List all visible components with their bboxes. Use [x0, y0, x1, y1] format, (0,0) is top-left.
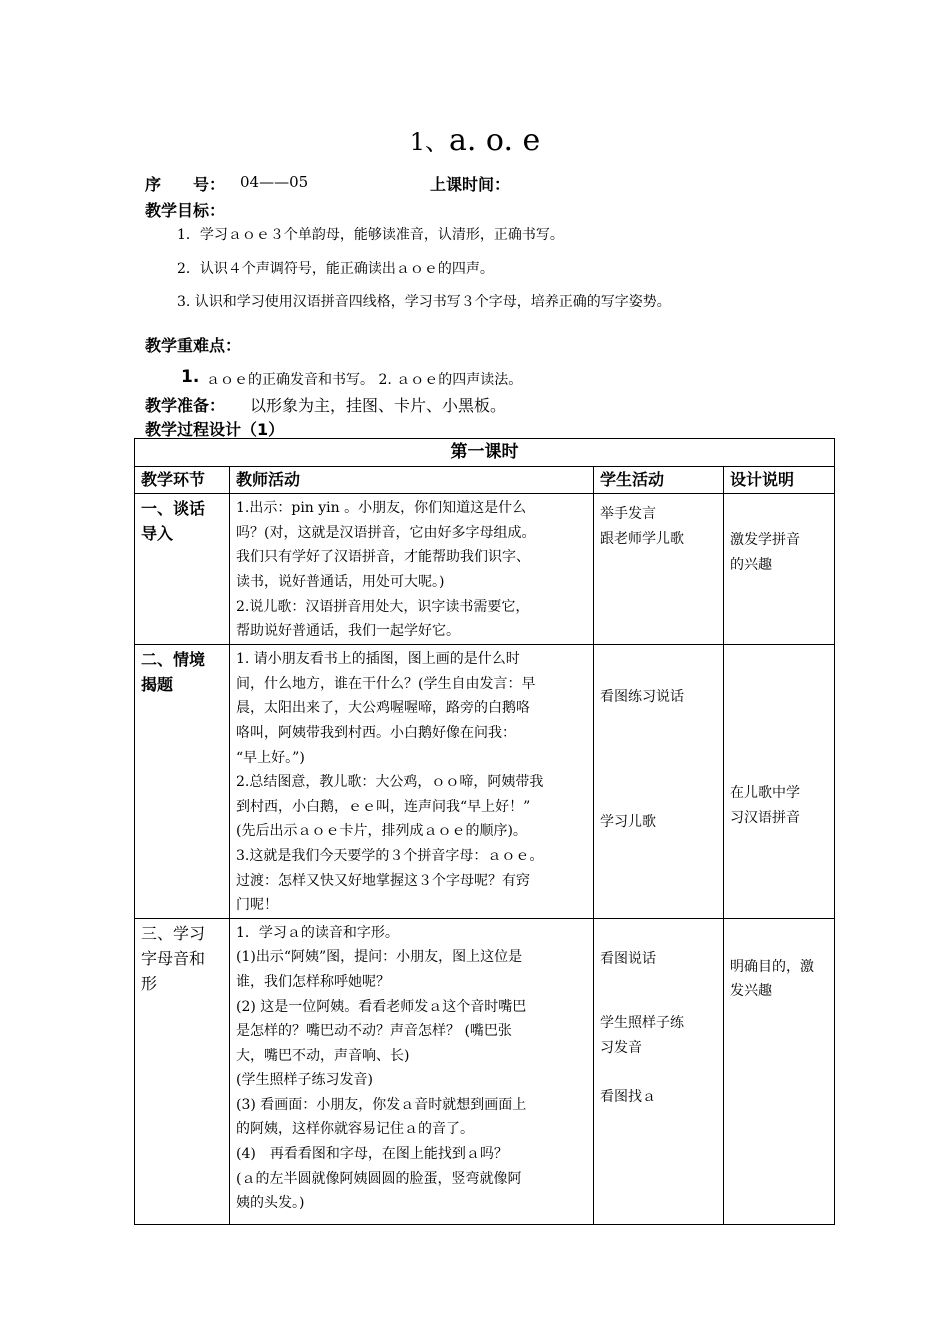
design-note-cell: 明确目的，激 发兴趣	[724, 918, 835, 1224]
lesson-table	[134, 438, 835, 1225]
table-row	[135, 494, 835, 645]
serial-label: 序 号：	[145, 175, 226, 194]
header-stage: 教学环节	[135, 466, 230, 494]
lesson-period-title: 第一课时	[135, 439, 835, 467]
table-row	[135, 918, 835, 1224]
preparation-heading: 教学准备：	[145, 396, 226, 415]
teacher-activity-cell: 1．学习ａ的读音和字形。 (1)出示“阿姨”图，提问：小朋友，图上这位是 谁，我们怎样称呼她呢？ (2) 这是一位阿姨。看看老师发ａ这个音时嘴巴 是怎样的？嘴巴动不动？声音怎样？ (嘴巴张 大，嘴巴不动，声音响、长) (学生照样子练习发音) (3) 看画面：小朋友，你发ａ音时就想到画面上 的阿姨，这样你就容易记住ａ的音了。 (4) 再看看图和字母，在图上能找到ａ吗？ (ａ的左半圆就像阿姨圆圆的脸蛋，竖弯就像阿 姨的头发。)	[230, 918, 594, 1224]
objective-item: 1．学习ａｏｅ３个单韵母，能够读准音，认清形，正确书写。	[177, 227, 564, 243]
design-note-cell: 激发学拼音 的兴趣	[724, 494, 835, 645]
table-row	[135, 645, 835, 919]
objective-item: 3. 认识和学习使用汉语拼音四线格，学习书写３个字母，培养正确的写字姿势。	[177, 294, 671, 310]
stage-cell: 二、情境 揭题	[135, 645, 230, 919]
student-activity-cell: 看图说话 学生照样子练 习发音 看图找ａ	[594, 918, 724, 1224]
design-note-cell: 在儿歌中学 习汉语拼音	[724, 645, 835, 919]
preparation-text: 以形象为主，挂图、卡片、小黑板。	[250, 396, 507, 415]
title-letters: a. o. e	[448, 123, 541, 158]
teacher-activity-cell: 1. 请小朋友看书上的插图，图上画的是什么时 间，什么地方，谁在干什么？(学生自由发言：早 晨，太阳出来了，大公鸡喔喔啼，路旁的白鹅咯 咯叫，阿姨带我到村西。小白鹅好像在问我： “早上好。”) 2.总结图意，教儿歌：大公鸡，ｏｏ啼，阿姨带我 到村西，小白鹅，ｅｅ叫，连声问我“早上好！” (先后出示ａｏｅ卡片，排列成ａｏｅ的顺序)。 3.这就是我们今天要学的３个拼音字母：ａｏｅ。 过渡：怎样又快又好地掌握这３个字母呢？有窍 门呢！	[230, 645, 594, 919]
student-activity-cell: 举手发言 跟老师学儿歌	[594, 494, 724, 645]
objectives-heading: 教学目标：	[145, 201, 226, 220]
stage-cell: 一、谈话 导入	[135, 494, 230, 645]
key-points-number: 1.	[181, 367, 200, 387]
header-student: 学生活动	[594, 466, 724, 494]
key-points-heading: 教学重难点：	[145, 336, 242, 355]
page-title	[0, 122, 950, 158]
header-note: 设计说明	[724, 466, 835, 494]
key-points-text: ａｏｅ的正确发音和书写。 2. ａｏｅ的四声读法。	[206, 372, 523, 388]
class-time-label: 上课时间：	[430, 175, 511, 194]
title-number: 1、	[409, 128, 449, 156]
header-teacher: 教师活动	[230, 466, 594, 494]
process-heading: 教学过程设计（1）	[145, 420, 285, 439]
teacher-activity-cell: 1.出示：pin yin 。小朋友，你们知道这是什么 吗？(对，这就是汉语拼音，它由好多字母组成。 我们只有学好了汉语拼音，才能帮助我们识字、 读书，说好普通话，用处可大呢。) 2.说儿歌：汉语拼音用处大，识字读书需要它， 帮助说好普通话，我们一起学好它。	[230, 494, 594, 645]
student-activity-cell: 看图练习说话 学习儿歌	[594, 645, 724, 919]
serial-value: 04——05	[240, 173, 309, 191]
objective-item: 2．认识４个声调符号，能正确读出ａｏｅ的四声。	[177, 261, 494, 277]
stage-cell: 三、学习 字母音和 形	[135, 918, 230, 1224]
